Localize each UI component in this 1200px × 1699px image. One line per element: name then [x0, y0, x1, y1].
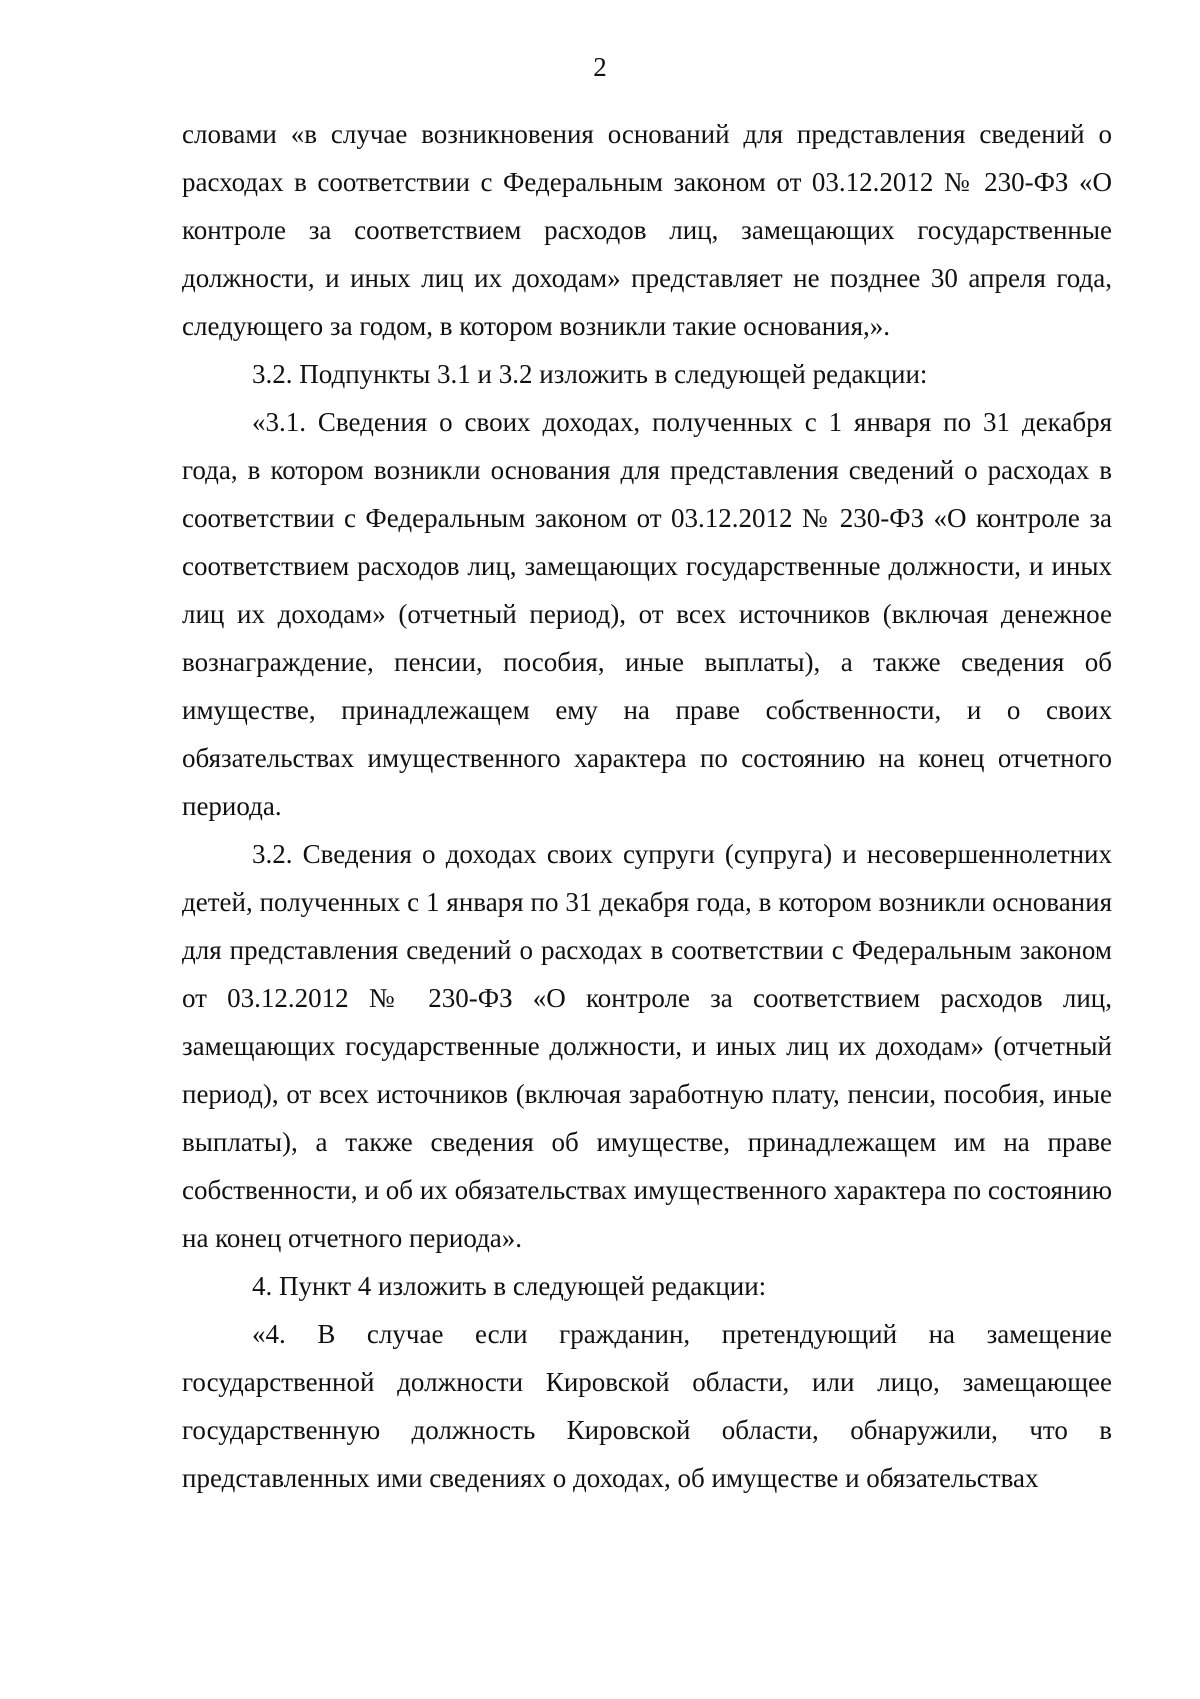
- document-body: [182, 110, 1112, 1502]
- paragraph-3-2: 3.2. Сведения о доходах своих супруги (супруга) и несовершеннолетних детей, полученных с 1 января по 31 декабря года, в котором возникли основания для представления сведений о расходах в соответствии с Федеральным законом от 03.12.2012 № 230-ФЗ «О контроле за соответствием расходов лиц, замещающих государственные должности, и иных лиц их доходам» (отчетный период), от всех источников (включая заработную плату, пенсии, пособия, иные выплаты), а также сведения об имуществе, принадлежащем им на праве собственности, и об их обязательствах имущественного характера по состоянию на конец отчетного периода».: [182, 839, 1112, 1253]
- page-number: 2: [593, 52, 607, 82]
- paragraph-3-2-heading: 3.2. Подпункты 3.1 и 3.2 изложить в следующей редакции:: [252, 359, 928, 389]
- paragraph-continuation: словами «в случае возникновения оснований для представления сведений о расходах в соответствии с Федеральным законом от 03.12.2012 № 230-ФЗ «О контроле за соответствием расходов лиц, замещающих государственные должности, и иных лиц их доходам» представляет не позднее 30 апреля года, следующего за годом, в котором возникли такие основания,».: [182, 119, 1112, 341]
- paragraph-4-heading: 4. Пункт 4 изложить в следующей редакции:: [252, 1271, 767, 1301]
- paragraph-4: «4. В случае если гражданин, претендующий на замещение государственной должности Кировской области, или лицо, замещающее государственную должность Кировской области, обнаружили, что в представленных ими сведениях о доходах, об имуществе и обязательствах: [182, 1319, 1112, 1493]
- paragraph-3-1: «3.1. Сведения о своих доходах, полученных с 1 января по 31 декабря года, в котором возникли основания для представления сведений о расходах в соответствии с Федеральным законом от 03.12.2012 № 230-ФЗ «О контроле за соответствием расходов лиц, замещающих государственные должности, и иных лиц их доходам» (отчетный период), от всех источников (включая денежное вознаграждение, пенсии, пособия, иные выплаты), а также сведения об имуществе, принадлежащем ему на праве собственности, и о своих обязательствах имущественного характера по состоянию на конец отчетного периода.: [182, 407, 1112, 821]
